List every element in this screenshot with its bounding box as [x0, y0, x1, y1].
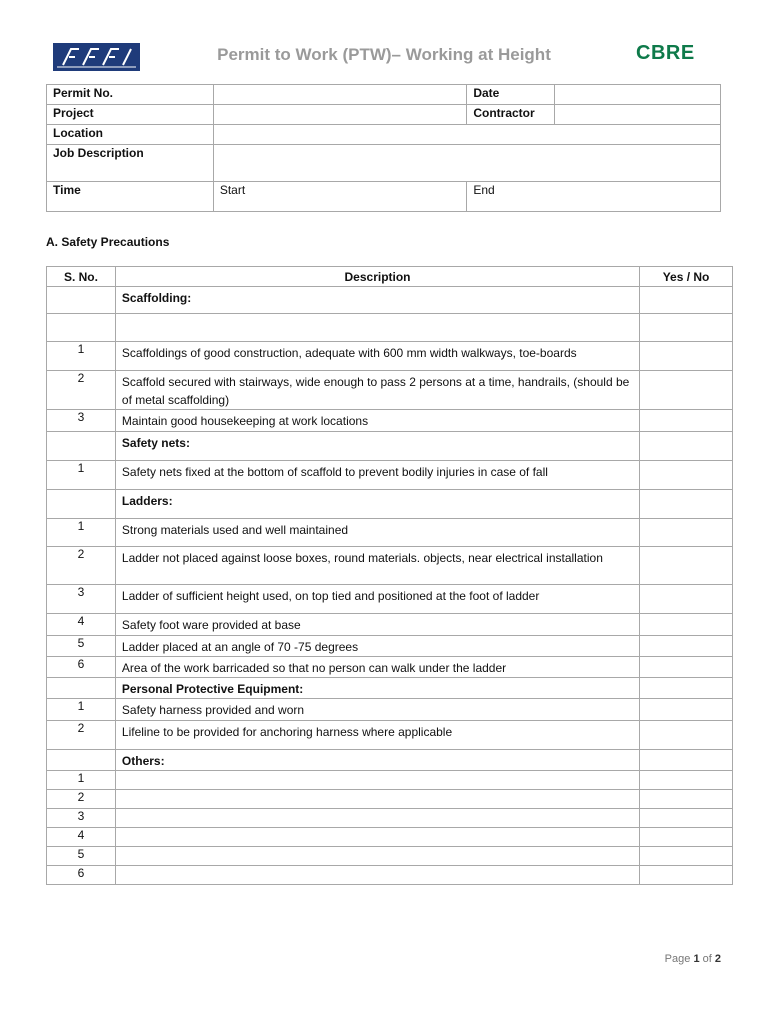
table-row [47, 866, 733, 885]
category-label: Safety nets: [115, 432, 639, 461]
row-number: 3 [47, 410, 116, 432]
row-number: 1 [47, 519, 116, 547]
yes-no-field[interactable] [640, 432, 733, 461]
yes-no-field[interactable] [640, 461, 733, 490]
row-description [115, 866, 639, 885]
yes-no-field[interactable] [640, 790, 733, 809]
table-row [47, 342, 733, 371]
table-body [47, 287, 733, 885]
job-description-field[interactable] [213, 145, 720, 182]
row-description: Ladder placed at an angle of 70 -75 degrees [115, 636, 639, 657]
row-description: Safety harness provided and worn [115, 699, 639, 721]
row-description [115, 314, 639, 342]
row-description [115, 790, 639, 809]
yes-no-field[interactable] [640, 519, 733, 547]
row-description: Scaffoldings of good construction, adequate with 600 mm width walkways, toe-boards [115, 342, 639, 371]
time-row [47, 182, 721, 212]
page-total: 2 [714, 953, 721, 965]
row-number [47, 750, 116, 771]
location-label: Location [47, 125, 214, 145]
row-number: 2 [47, 790, 116, 809]
permit-info-table [46, 84, 721, 212]
sno-header: S. No. [47, 267, 116, 287]
row-number [47, 287, 116, 314]
project-field[interactable] [213, 105, 467, 125]
category-row [47, 678, 733, 699]
category-row [47, 750, 733, 771]
row-description: Safety nets fixed at the bottom of scaffold to prevent bodily injuries in case of fall [115, 461, 639, 490]
row-description: Lifeline to be provided for anchoring harness where applicable [115, 721, 639, 750]
start-field[interactable]: Start [213, 182, 467, 212]
table-row [47, 771, 733, 790]
category-label: Personal Protective Equipment: [115, 678, 639, 699]
row-description: Scaffold secured with stairways, wide enough to pass 2 persons at a time, handrails, (should be of metal scaffolding) [115, 371, 639, 410]
yes-no-field[interactable] [640, 585, 733, 614]
table-row [47, 614, 733, 636]
yes-no-field[interactable] [640, 636, 733, 657]
table-row [47, 699, 733, 721]
table-row [47, 314, 733, 342]
category-row [47, 432, 733, 461]
permit-row [47, 85, 721, 105]
row-number: 1 [47, 461, 116, 490]
job-description-label: Job Description [47, 145, 214, 182]
document-title: Permit to Work (PTW)– Working at Height [217, 45, 551, 64]
table-row [47, 585, 733, 614]
yes-no-field[interactable] [640, 699, 733, 721]
table-row [47, 519, 733, 547]
table-row [47, 547, 733, 585]
table-row [47, 461, 733, 490]
category-label: Others: [115, 750, 639, 771]
yes-no-field[interactable] [640, 809, 733, 828]
row-number: 1 [47, 699, 116, 721]
page-current: 1 [693, 953, 700, 965]
category-row [47, 287, 733, 314]
row-number: 5 [47, 847, 116, 866]
job-description-row [47, 145, 721, 182]
row-description [115, 847, 639, 866]
contractor-field[interactable] [555, 105, 721, 125]
row-description [115, 771, 639, 790]
project-label: Project [47, 105, 214, 125]
row-description: Ladder not placed against loose boxes, round materials. objects, near electrical installation [115, 547, 639, 585]
row-number [47, 432, 116, 461]
table-row [47, 809, 733, 828]
table-row [47, 636, 733, 657]
row-number: 4 [47, 614, 116, 636]
row-number: 2 [47, 721, 116, 750]
row-number: 1 [47, 342, 116, 371]
yes-no-field[interactable] [640, 342, 733, 371]
row-description: Maintain good housekeeping at work locations [115, 410, 639, 432]
yes-no-field[interactable] [640, 866, 733, 885]
yes-no-field[interactable] [640, 410, 733, 432]
category-row [47, 490, 733, 519]
yes-no-field[interactable] [640, 371, 733, 410]
project-row [47, 105, 721, 125]
yes-no-field[interactable] [640, 547, 733, 585]
date-label: Date [467, 85, 555, 105]
row-number [47, 678, 116, 699]
yes-no-field[interactable] [640, 847, 733, 866]
row-number: 5 [47, 636, 116, 657]
location-row [47, 125, 721, 145]
table-row [47, 410, 733, 432]
yes-no-header: Yes / No [640, 267, 733, 287]
yes-no-field[interactable] [640, 314, 733, 342]
row-number: 2 [47, 547, 116, 585]
permit-no-label: Permit No. [47, 85, 214, 105]
page-number [665, 953, 721, 965]
page-word: Page [664, 953, 691, 965]
table-row [47, 657, 733, 678]
safety-precautions-table [46, 266, 733, 885]
row-number: 2 [47, 371, 116, 410]
row-number [47, 490, 116, 519]
row-number: 3 [47, 809, 116, 828]
table-header-row [47, 267, 733, 287]
row-number: 3 [47, 585, 116, 614]
description-header: Description [115, 267, 639, 287]
date-field[interactable] [555, 85, 721, 105]
table-row [47, 721, 733, 750]
table-row [47, 790, 733, 809]
table-row [47, 847, 733, 866]
table-row [47, 371, 733, 410]
time-label: Time [47, 182, 214, 212]
yes-no-field[interactable] [640, 771, 733, 790]
row-description: Strong materials used and well maintained [115, 519, 639, 547]
yes-no-field[interactable] [640, 721, 733, 750]
row-number: 4 [47, 828, 116, 847]
end-field[interactable]: End [467, 182, 721, 212]
yes-no-field[interactable] [640, 657, 733, 678]
yes-no-field[interactable] [640, 614, 733, 636]
page-of: of [702, 953, 712, 965]
row-number: 1 [47, 771, 116, 790]
permit-no-field[interactable] [213, 85, 467, 105]
category-label: Ladders: [115, 490, 639, 519]
yes-no-field[interactable] [640, 490, 733, 519]
row-number: 6 [47, 866, 116, 885]
row-description [115, 809, 639, 828]
cbre-logo: CBRE [636, 42, 695, 64]
yes-no-field[interactable] [640, 828, 733, 847]
category-label: Scaffolding: [115, 287, 639, 314]
row-number: 6 [47, 657, 116, 678]
row-description: Safety foot ware provided at base [115, 614, 639, 636]
table-row [47, 828, 733, 847]
row-number [47, 314, 116, 342]
row-description: Area of the work barricaded so that no person can walk under the ladder [115, 657, 639, 678]
yes-no-field[interactable] [640, 287, 733, 314]
yes-no-field[interactable] [640, 750, 733, 771]
yes-no-field[interactable] [640, 678, 733, 699]
row-description: Ladder of sufficient height used, on top tied and positioned at the foot of ladder [115, 585, 639, 614]
row-description [115, 828, 639, 847]
section-title: A. Safety Precautions [46, 235, 170, 249]
location-field[interactable] [213, 125, 720, 145]
contractor-label: Contractor [467, 105, 555, 125]
